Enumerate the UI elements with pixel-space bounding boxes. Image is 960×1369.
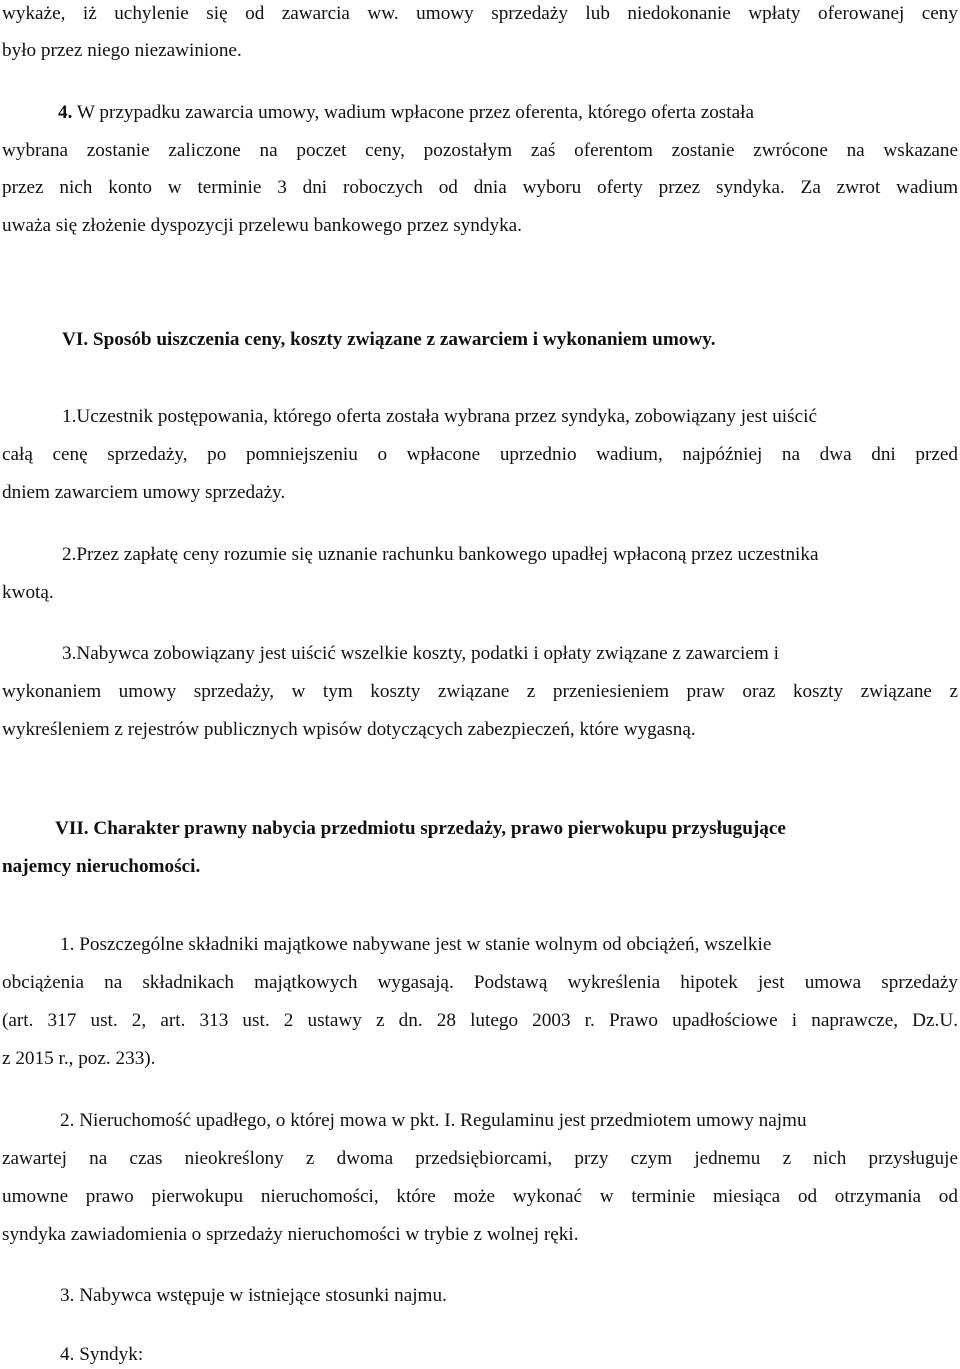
paragraph-4-line: [58, 101, 958, 125]
text-line: wykaże, iż uchylenie się od zawarcia ww. umowy sprzedaży lub niedokonanie wpłaty oferowanej ceny: [2, 3, 958, 24]
text-line: (art. 317 ust. 2, art. 313 ust. 2 ustawy z dn. 28 lutego 2003 r. Prawo upadłościowe i naprawcze, Dz.U.: [2, 1010, 958, 1031]
text-line: umowne prawo pierwokupu nieruchomości, które może wykonać w terminie miesiąca od otrzymania od: [2, 1186, 958, 1207]
text-line: 3.Nabywca zobowiązany jest uiścić wszelkie koszty, podatki i opłaty związane z zawarciem i: [62, 643, 779, 664]
text-line: było przez niego niezawinione.: [2, 40, 242, 61]
text-line: wykreśleniem z rejestrów publicznych wpisów dotyczących zabezpieczeń, które wygasną.: [2, 719, 696, 740]
text-line: 4. Syndyk:: [60, 1344, 144, 1365]
text-line: 1.Uczestnik postępowania, którego oferta została wybrana przez syndyka, zobowiązany jest uiścić: [62, 406, 817, 427]
text-line: 2. Nieruchomość upadłego, o której mowa w pkt. I. Regulaminu jest przedmiotem umowy najmu: [60, 1110, 807, 1131]
text-line: z 2015 r., poz. 233).: [2, 1048, 156, 1069]
text-line: syndyka zawiadomienia o sprzedaży nieruchomości w trybie z wolnej ręki.: [2, 1224, 579, 1245]
text-line: 3. Nabywca wstępuje w istniejące stosunki najmu.: [60, 1285, 447, 1306]
text-line: 1. Poszczególne składniki majątkowe nabywane jest w stanie wolnym od obciążeń, wszelkie: [60, 934, 772, 955]
text-line: wybrana zostanie zaliczone na poczet ceny, pozostałym zaś oferentom zostanie zwrócone na wskazane: [2, 140, 958, 161]
text-line: obciążenia na składnikach majątkowych wygasają. Podstawą wykreślenia hipotek jest umowa sprzedaży: [2, 972, 958, 993]
text-line: uważa się złożenie dyspozycji przelewu bankowego przez syndyka.: [2, 215, 522, 236]
paragraph-number: 4.: [58, 102, 73, 123]
text-line: zawartej na czas nieokreślony z dwoma przedsiębiorcami, przy czym jednemu z nich przysługuje: [2, 1148, 958, 1169]
text-line: dniem zawarciem umowy sprzedaży.: [2, 482, 286, 503]
section-heading-vii: VII. Charakter prawny nabycia przedmiotu sprzedaży, prawo pierwokupu przysługujące: [55, 818, 786, 839]
text-line: kwotą.: [2, 582, 54, 603]
text-line: 2.Przez zapłatę ceny rozumie się uznanie rachunku bankowego upadłej wpłaconą przez uczestnika: [62, 544, 819, 565]
text-line: przez nich konto w terminie 3 dni roboczych od dnia wyboru oferty przez syndyka. Za zwrot wadium: [2, 177, 958, 198]
section-heading-vii-cont: najemcy nieruchomości.: [2, 856, 201, 877]
paragraph-text: W przypadku zawarcia umowy, wadium wpłacone przez oferenta, którego oferta została: [76, 102, 754, 123]
text-line: wykonaniem umowy sprzedaży, w tym koszty związane z przeniesieniem praw oraz koszty związane z: [2, 681, 958, 702]
text-line: całą cenę sprzedaży, po pomniejszeniu o wpłacone uprzednio wadium, najpóźniej na dwa dni przed: [2, 444, 958, 465]
section-heading-vi: VI. Sposób uiszczenia ceny, koszty związane z zawarciem i wykonaniem umowy.: [62, 329, 716, 350]
